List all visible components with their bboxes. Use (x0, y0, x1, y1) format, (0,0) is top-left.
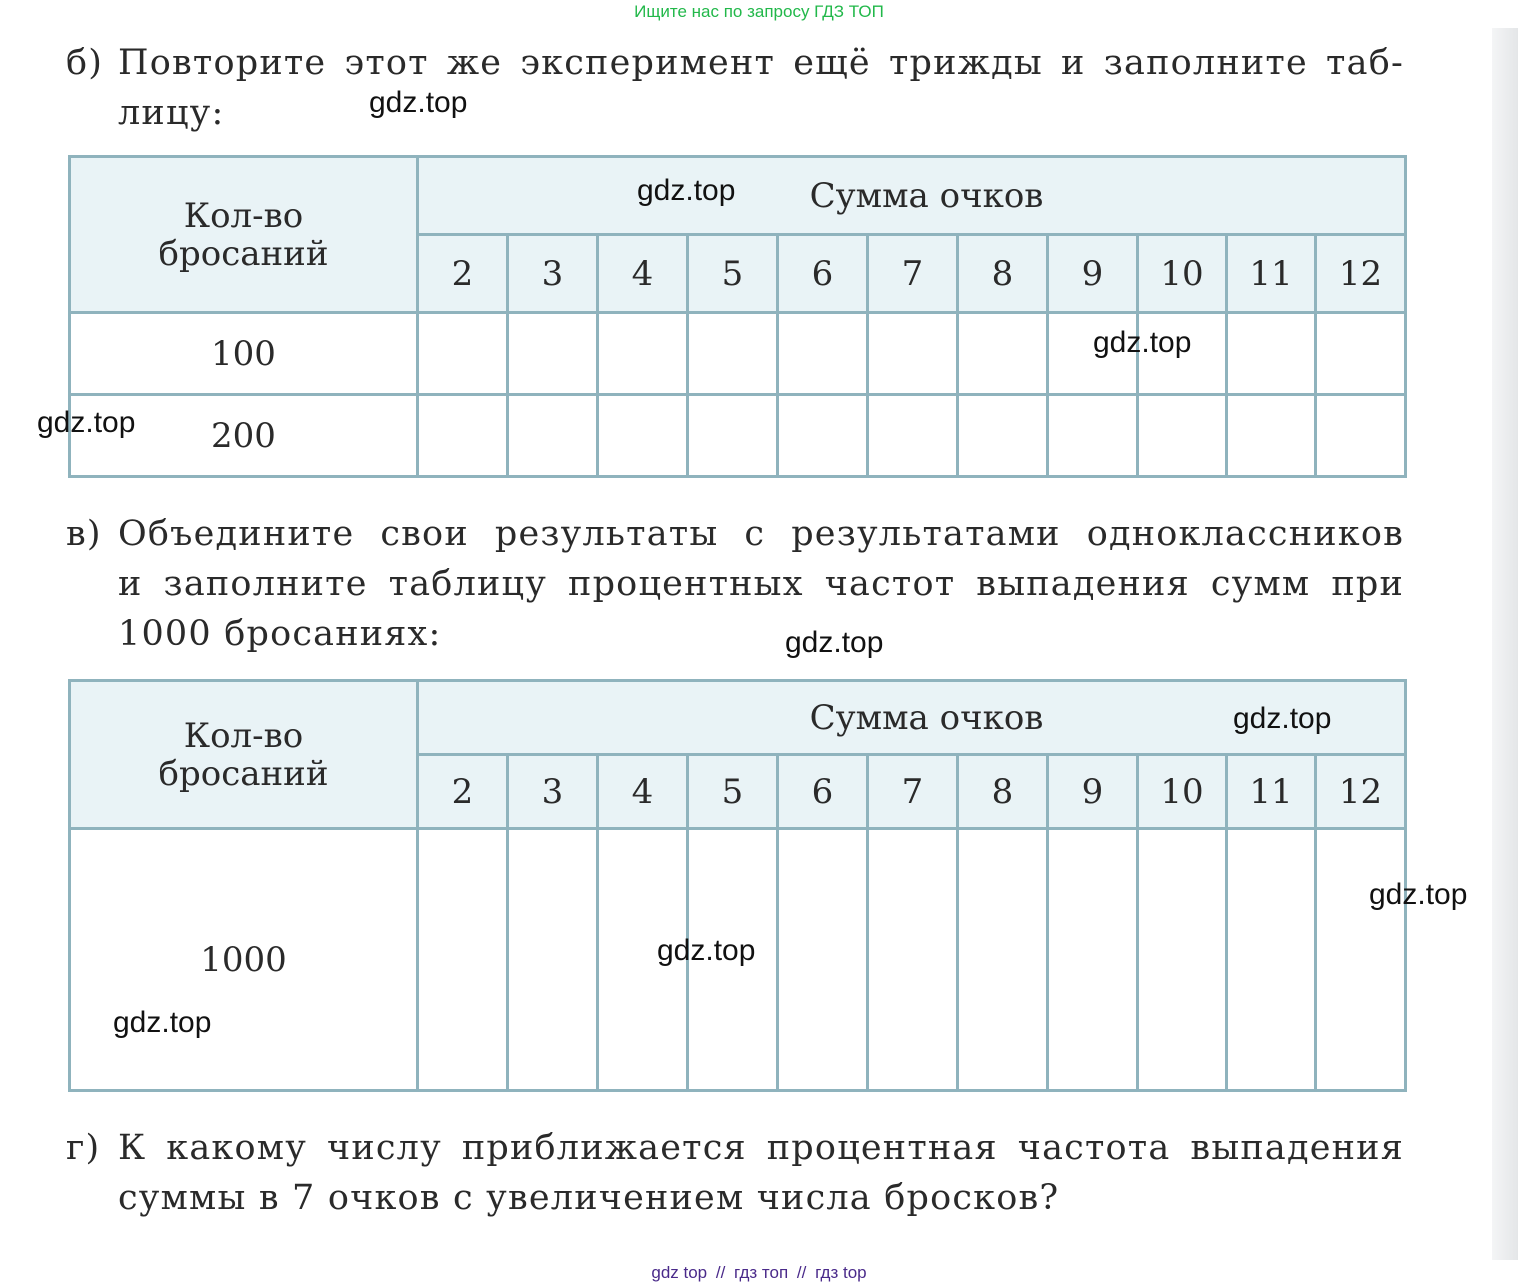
watermark-text: gdz.top (657, 934, 756, 967)
column-header: 11 (1227, 235, 1316, 313)
empty-cell[interactable] (958, 829, 1048, 1091)
page-edge-shadow (1492, 28, 1518, 1260)
empty-cell[interactable] (508, 829, 598, 1091)
watermark-text: gdz.top (113, 1006, 212, 1039)
empty-cell[interactable] (1138, 395, 1227, 477)
empty-cell[interactable] (778, 313, 868, 395)
task-g-line1: К какому числу приближается процентная частота выпадения (118, 1128, 1404, 1168)
watermark-text: gdz.top (1233, 702, 1332, 735)
task-g-marker: г) (66, 1128, 101, 1168)
column-header: 3 (508, 235, 598, 313)
empty-cell[interactable] (598, 395, 688, 477)
row-label-200: 200 (70, 395, 418, 477)
task-g-line2: суммы в 7 очков с увеличением числа бросков? (118, 1178, 1060, 1218)
column-header: 9 (1048, 755, 1138, 829)
watermark-text: gdz.top (785, 626, 884, 659)
footer-links (0, 1262, 1518, 1284)
watermark-text: gdz.top (1369, 878, 1468, 911)
footer-separator: // (715, 1263, 726, 1282)
task-v-line1: Объедините свои результаты с результатами одноклассников (118, 514, 1404, 554)
empty-cell[interactable] (1048, 829, 1138, 1091)
empty-cell[interactable] (508, 395, 598, 477)
column-header: 12 (1316, 755, 1406, 829)
empty-cell[interactable] (598, 313, 688, 395)
row-header-line2: бросаний (158, 753, 329, 794)
watermark-text: gdz.top (369, 86, 468, 119)
task-b-line1: Повторите этот же эксперимент ещё трижды и заполните таб- (118, 43, 1404, 83)
task-v-line3: 1000 бросаниях: (118, 614, 442, 654)
column-header: 8 (958, 235, 1048, 313)
footer-link-gdz-top-ru[interactable]: гдз топ (734, 1263, 789, 1282)
top-banner[interactable]: Ищите нас по запросу ГДЗ ТОП (634, 2, 884, 21)
results-table-100-200 (68, 155, 1407, 478)
column-header: 2 (418, 235, 508, 313)
empty-cell[interactable] (1316, 829, 1406, 1091)
group-header-sum: Сумма очков (418, 157, 1406, 235)
column-header: 7 (868, 235, 958, 313)
task-v-line2: и заполните таблицу процентных частот выпадения сумм при (118, 564, 1404, 604)
column-header: 3 (508, 755, 598, 829)
empty-cell[interactable] (1227, 829, 1316, 1091)
empty-cell[interactable] (868, 829, 958, 1091)
task-b-marker: б) (66, 43, 104, 83)
row-header-cell (70, 157, 418, 313)
row-label-100: 100 (70, 313, 418, 395)
row-header-cell (70, 681, 418, 829)
empty-cell[interactable] (688, 313, 778, 395)
column-header: 4 (598, 755, 688, 829)
empty-cell[interactable] (958, 395, 1048, 477)
empty-cell[interactable] (1227, 313, 1316, 395)
column-header: 4 (598, 235, 688, 313)
empty-cell[interactable] (1138, 829, 1227, 1091)
column-header: 8 (958, 755, 1048, 829)
task-g (66, 1123, 1404, 1223)
empty-cell[interactable] (1048, 395, 1138, 477)
column-header: 6 (778, 755, 868, 829)
row-header-line2: бросаний (158, 233, 329, 274)
empty-cell[interactable] (868, 313, 958, 395)
row-label-1000: 1000 (70, 829, 418, 1091)
task-b-line2: лицу: (118, 93, 225, 133)
empty-cell[interactable] (958, 313, 1048, 395)
task-b (66, 38, 1404, 138)
row-header-line1: Кол-во (183, 195, 304, 236)
table-row (70, 313, 1406, 395)
column-header: 10 (1138, 755, 1227, 829)
column-header: 12 (1316, 235, 1406, 313)
column-header: 10 (1138, 235, 1227, 313)
row-header-line1: Кол-во (183, 715, 304, 756)
empty-cell[interactable] (778, 829, 868, 1091)
task-v (66, 509, 1404, 659)
empty-cell[interactable] (508, 313, 598, 395)
group-header-sum: Сумма очков (418, 681, 1406, 755)
table-row (70, 395, 1406, 477)
footer-link-gdz-top-mixed[interactable]: гдз top (815, 1263, 867, 1282)
empty-cell[interactable] (778, 395, 868, 477)
watermark-text: gdz.top (1093, 326, 1192, 359)
empty-cell[interactable] (1316, 313, 1406, 395)
empty-cell[interactable] (868, 395, 958, 477)
empty-cell[interactable] (1227, 395, 1316, 477)
column-header: 2 (418, 755, 508, 829)
column-header: 6 (778, 235, 868, 313)
column-header: 5 (688, 755, 778, 829)
column-header: 11 (1227, 755, 1316, 829)
watermark-text: gdz.top (37, 406, 136, 439)
footer-link-gdz-top[interactable]: gdz top (651, 1263, 708, 1282)
column-header: 9 (1048, 235, 1138, 313)
column-header: 5 (688, 235, 778, 313)
empty-cell[interactable] (418, 395, 508, 477)
empty-cell[interactable] (418, 829, 508, 1091)
watermark-text: gdz.top (637, 174, 736, 207)
task-v-marker: в) (66, 514, 102, 554)
percent-frequency-table-1000 (68, 679, 1407, 1092)
empty-cell[interactable] (1316, 395, 1406, 477)
empty-cell[interactable] (418, 313, 508, 395)
footer-separator: // (796, 1263, 807, 1282)
empty-cell[interactable] (688, 395, 778, 477)
column-header: 7 (868, 755, 958, 829)
